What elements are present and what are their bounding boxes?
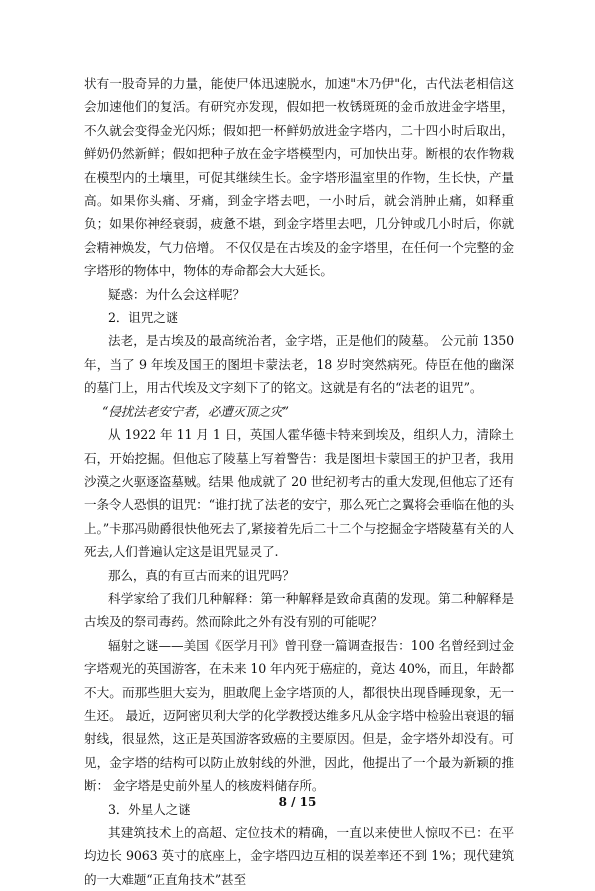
paragraph-pyramid-power: 状有一股奇异的力量，能使尸体迅速脱水，加速"木乃伊"化，古代法老相信这会加速他们的复活。有研究亦发现，假如把一枚锈斑斑的金币放进金字塔里，不久就会变得金光闪烁；假如把一杯鲜奶放进金字塔内，二十四小时后取出，鲜奶仍然新鲜；假如把种子放在金字塔模型内，可加快出芽。断根的农作物栽在模型内的土壤里，可促其继续生长。金字塔形温室里的作物，生长快，产量高。如果你头痛、牙痛，到金字塔去吧，一小时后，就会消肿止痛，如释重负；如果你神经衰弱，疲惫不堪，到金字塔里去吧，几分钟或几小时后，你就会精神焕发，气力倍增。 不仅仅是在古埃及的金字塔里，在任何一个完整的金字塔形的物体中，物体的寿命都会大大延长。 (84, 76, 514, 279)
paragraph-inscription: “侵扰法老安宁者，必遭灭顶之灾” (102, 403, 289, 419)
section-heading-curse: 2．诅咒之谜 (108, 310, 179, 326)
paragraph-radiation: 辐射之谜——美国《医学月刊》曾刊登一篇调查报告：100 名曾经到过金字塔观光的英国游客，在未来 10 年内死于癌症的，竟达 40%，而且，年龄都不大。而那些胆大妄为，胆敢爬上金字塔顶的人，都很快出现昏睡现象，无一生还。 最近，迈阿密贝利大学的化学教授达维多凡从金字塔中检验出衰退的辐射线，很显然，这正是英国游客致癌的主要原因。但是，金字塔外却没有。可见，金字塔的结构可以防止放射线的外泄，因此，他提出了一个最为新颖的推断： 金字塔是史前外星人的核废料储存所。 (84, 637, 514, 794)
paragraph-construction: 其建筑技术上的高超、定位技术的精确，一直以来使世人惊叹不已：在平均边长 9063 英寸的底座上，金字塔四边互相的误差率还不到 1%；现代建筑的一大难题“正直角技术”甚至 (84, 825, 514, 887)
paragraph-carter: 从 1922 年 11 月 1 日，英国人霍华德卡特来到埃及，组织人力，清除土石，开始挖掘。但他忘了陵墓上写着警告：我是图坦卡蒙国王的护卫者，我用沙漠之火驱逐盗墓贼。结果 他成就了 20 世纪初考古的重大发现,但他忘了还有一条令人恐惧的诅咒：“谁打扰了法老的安宁，那么死亡之翼将会垂临在他的头上。”卡那冯勋爵很快他死去了,紧接着先后二十二个与挖掘金字塔陵墓有关的人死去,人们普遍认定这是诅咒显灵了. (84, 427, 514, 560)
body-text (84, 72, 514, 891)
page-number: 8 / 15 (278, 795, 317, 809)
paragraph-pharaoh: 法老，是古埃及的最高统治者，金字塔，正是他们的陵墓。 公元前 1350 年，当了 9 年埃及国王的图坦卡蒙法老，18 岁时突然病死。侍臣在他的幽深的墓门上，用古代埃及文字刻下了的铭文。这就是有名的“法老的诅咒”。 (84, 333, 514, 396)
paragraph-explanations: 科学家给了我们几种解释：第一种解释是致命真菌的发现。第二种解释是古埃及的祭司毒药。然而除此之外有没有别的可能呢？ (84, 590, 514, 630)
paragraph-curse-question: 那么，真的有亘古而来的诅咒吗？ (108, 567, 295, 583)
paragraph-question: 疑惑：为什么会这样呢？ (108, 286, 245, 302)
section-heading-aliens: 3．外星人之谜 (108, 801, 191, 817)
